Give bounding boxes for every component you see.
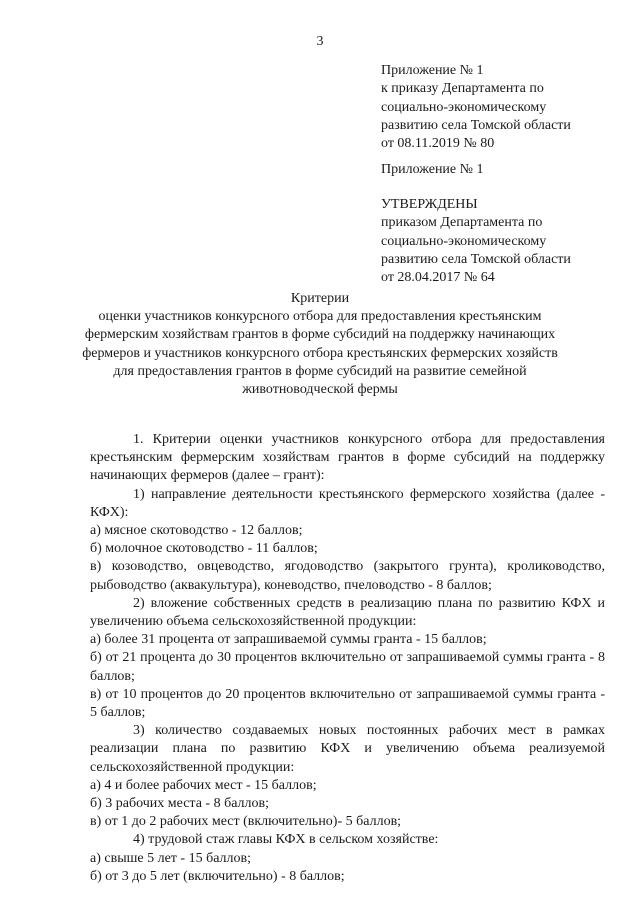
criterion-1-heading: 1) направление деятельности крестьянского фермерского хозяйства (далее - КФХ):	[90, 486, 605, 520]
approved-line: социально-экономическому	[381, 233, 547, 249]
criterion-item: а) более 31 процента от запрашиваемой суммы гранта - 15 баллов;	[90, 632, 487, 648]
criterion-item: в) от 10 процентов до 20 процентов включительно от запрашиваемой суммы гранта - 5 баллов;	[90, 686, 605, 721]
criterion-item: а) мясное скотоводство - 12 баллов;	[90, 523, 303, 539]
title-line: Критерии	[290, 291, 350, 306]
criterion-4-heading: 4) трудовой стаж главы КФХ в сельском хозяйстве:	[133, 832, 439, 848]
document-body	[90, 431, 605, 886]
appendix-line: к приказу Департамента по	[381, 81, 544, 97]
criterion-3-heading: 3) количество создаваемых новых постоянных рабочих мест в рамках реализации плана по развитию КФХ и увеличению объема реализуемой сельскохозяйственной продукции:	[90, 723, 605, 775]
criterion-item: а) 4 и более рабочих мест - 15 баллов;	[90, 777, 317, 793]
criterion-2-heading: 2) вложение собственных средств в реализацию плана по развитию КФХ и увеличению объема сельскохозяйственной продукции:	[90, 595, 605, 630]
appendix-title-original: Приложение № 1	[381, 162, 484, 177]
section-1-paragraph: 1. Критерии оценки участников конкурсного отбора для предоставления крестьянским фермерским хозяйствам грантов в форме субсидий на поддержку начинающих фермеров (далее – грант):	[90, 432, 605, 484]
title-line: фермерским хозяйствам грантов в форме субсидий на поддержку начинающих	[84, 327, 556, 343]
approved-line: приказом Департамента по	[381, 215, 543, 231]
page-number: 3	[316, 34, 324, 49]
criterion-item: а) свыше 5 лет - 15 баллов;	[90, 850, 252, 866]
title-line: для предоставления грантов в форме субсидий на развитие семейной	[113, 363, 527, 379]
title-line: животноводческой фермы	[242, 382, 398, 398]
title-line: фермеров и участников конкурсного отбора крестьянских фермерских хозяйств	[82, 345, 558, 361]
appendix-line: развитию села Томской области	[381, 117, 571, 133]
appendix-line: Приложение № 1	[381, 63, 484, 78]
criterion-item: б) от 21 процента до 30 процентов включительно от запрашиваемой суммы гранта - 8 баллов;	[90, 650, 605, 684]
approved-line: от 28.04.2017 № 64	[381, 270, 495, 286]
approved-line: УТВЕРЖДЕНЫ	[381, 197, 478, 212]
approved-line: развитию села Томской области	[381, 251, 571, 267]
appendix-line: от 08.11.2019 № 80	[381, 136, 495, 152]
criterion-item: б) молочное скотоводство - 11 баллов;	[90, 541, 318, 557]
appendix-line: социально-экономическому	[381, 99, 547, 115]
appendix-block-current	[381, 62, 571, 153]
criterion-item: в) от 1 до 2 рабочих мест (включительно)- 5 баллов;	[90, 814, 402, 830]
approved-block	[381, 196, 571, 287]
criterion-item: б) 3 рабочих места - 8 баллов;	[90, 796, 270, 812]
criterion-item: б) от 3 до 5 лет (включительно) - 8 баллов;	[90, 868, 345, 884]
criterion-item: в) козоводство, овцеводство, ягодоводство (закрытого грунта), кролиководство, рыбоводство (аквакультура), коневодство, пчеловодство - 8 баллов;	[90, 559, 605, 593]
document-title	[60, 290, 580, 399]
title-line: оценки участников конкурсного отбора для предоставления крестьянским	[98, 309, 542, 325]
